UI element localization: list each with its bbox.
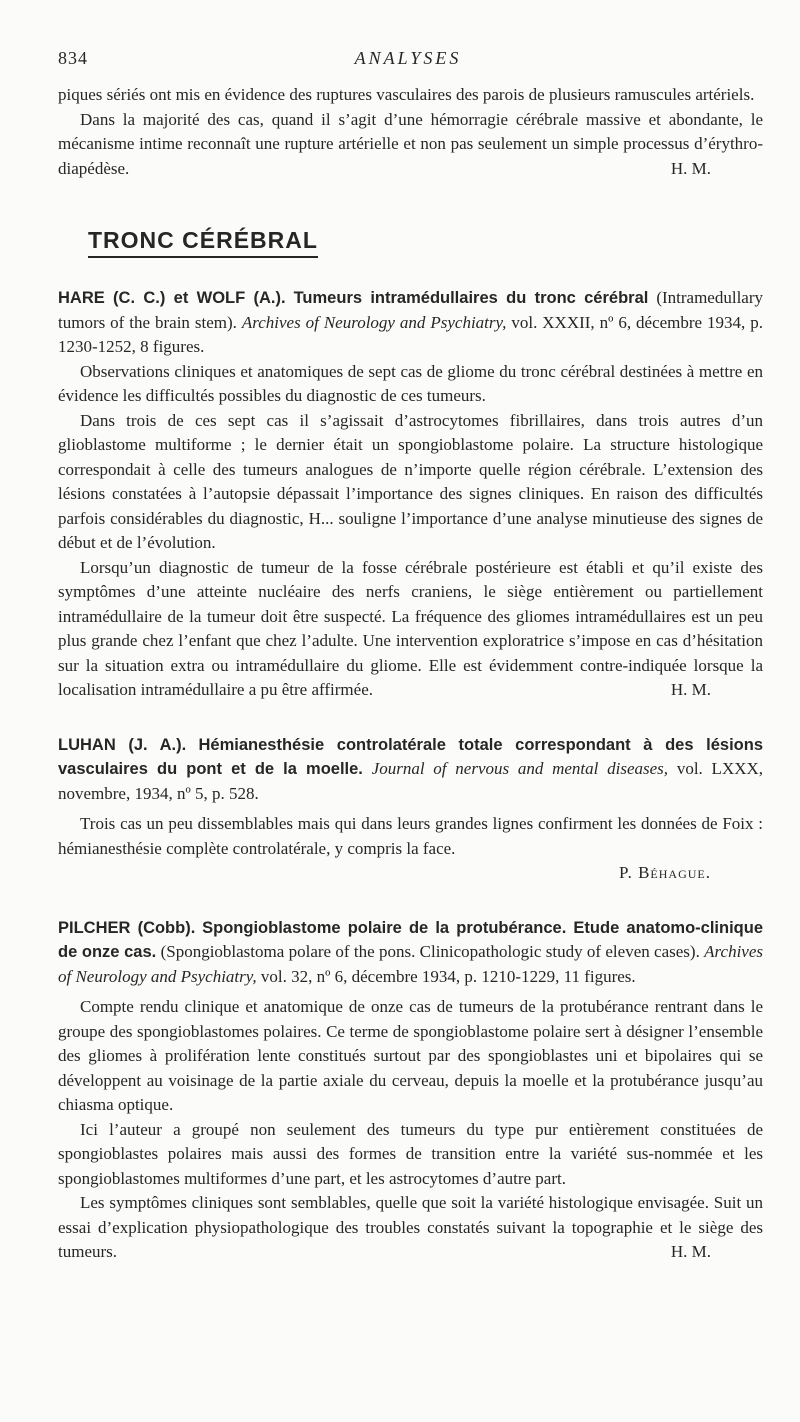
entry-reference (58, 916, 763, 990)
entry-ref-post: vol. XXXII, nº 6, décembre 1934, p. 1230-1252, 8 figures. (58, 312, 764, 356)
review-entry-pilcher (58, 916, 763, 1265)
entry-journal: Journal of nervous and mental diseases, (371, 759, 669, 778)
intro-paragraph-1: piques sériés ont mis en évidence des ruptures vasculaires des parois de plusieurs ramuscules artériels. (58, 85, 755, 104)
review-entry-hare-wolf (58, 286, 763, 703)
entry-ref-pre: (Spongioblastoma polare of the pons. Clinicopathologic study of eleven cases). (160, 942, 700, 961)
entry-paragraph: Observations cliniques et anatomiques de sept cas de gliome du tronc cérébral destinées à mettre en évidence les difficultés possibles du diagnostic de ces tumeurs. (58, 361, 763, 405)
entry-reference (58, 286, 763, 360)
entry-paragraph: Compte rendu clinique et anatomique de onze cas de tumeurs de la protubérance rentrant dans le groupe des spongioblastomes polaires. Ce terme de spongioblastome polaire sert à désigner l’ensemble des gliomes à prolifération lente constitués surtout par des spongioblastes uni et bipolaires qui se développent au voisinage de la partie axiale du cerveau, depuis la moelle et la protubérance jusqu’au chiasma optique. (58, 997, 763, 1114)
entry-reference (58, 733, 763, 807)
review-entry-luhan (58, 733, 763, 886)
intro-signature: H. M. (670, 158, 711, 178)
entry-title: Hémianesthésie controlatérale totale correspondant à des lésions vasculaires du pont et de la moelle. (58, 735, 763, 778)
entry-ref-pre: (Intramedullary tumors of the brain stem). (58, 288, 764, 332)
entry-authors: HARE (C. C.) et WOLF (A.). (58, 289, 286, 307)
entry-paragraph (58, 556, 763, 703)
entry-paragraph: Dans trois de ces sept cas il s’agissait d’astrocytomes fibrillaires, dans trois autres d’un glioblastome multiforme ; le dernier était un spongioblastome polaire. La structure histologique correspondait à celle des tumeurs analogues de n’importe quelle région cérébrale. L’extension des lésions constatées à l’autopsie dépassait l’importance des signes cliniques. En raison des difficultés parfois considérables du diagnostic, H... souligne l’importance d’une analyse minutieuse des signes de début et de l’évolution. (58, 410, 763, 552)
entry-journal: Archives of Neurology and Psychiatry, (58, 942, 764, 986)
entry-ref-post: vol. 32, nº 6, décembre 1934, p. 1210-1229, 11 figures. (260, 966, 636, 986)
entry-paragraph: Ici l’auteur a groupé non seulement des tumeurs du type pur entièrement constituées de spongioblastes polaires mais aussi des formes de transition entre la variété sus-nommée et les spongioblastomes multiformes d’une part, et les astrocytomes d’autre part. (58, 1119, 763, 1188)
entry-title: Spongioblastome polaire de la protubérance. Etude anatomo-clinique de onze cas. (58, 918, 764, 961)
entry-paragraph-text: Les symptômes cliniques sont semblables, quelle que soit la variété histologique envisagée. Suit un essai d’explication physiopathologique des troubles constatés suivant la topographie et le siège des tumeurs. (58, 1193, 763, 1261)
entry-authors: LUHAN (J. A.). (58, 735, 187, 754)
entry-authors: PILCHER (Cobb). (58, 918, 196, 937)
section-title: TRONC CÉRÉBRAL (88, 227, 318, 258)
article-body (58, 83, 763, 1265)
running-title: ANALYSES (354, 48, 462, 68)
entry-title: Tumeurs intramédullaires du tronc cérébral (293, 289, 649, 307)
entry-paragraph (58, 1191, 763, 1265)
entry-paragraph-text: Lorsqu’un diagnostic de tumeur de la fosse cérébrale postérieure est établi et qu’il existe des symptômes d’une atteinte nucléaire des nerfs craniens, le siège entièrement ou partiellement intramédullaire de la tumeur doit être suspecté. La fréquence des gliomes intramédullaires est un peu plus grande chez l’enfant que chez l’adulte. Une intervention exploratrice s’impose en cas d’hésitation sur la situation extra ou intramédullaire du gliome. Elle est évidemment contre-indiquée lorsque la localisation intramédullaire a pu être affirmée. (58, 557, 763, 699)
entry-ref-post: vol. LXXX, novembre, 1934, nº 5, p. 528. (58, 759, 764, 803)
entry-signature: H. M. (670, 1242, 711, 1261)
running-head (58, 48, 758, 72)
entry-signature: P. Béhague. (619, 863, 711, 882)
intro-paragraph-2 (58, 108, 763, 182)
page-number: 834 (58, 48, 88, 68)
intro-paragraph-2-text: Dans la majorité des cas, quand il s’agit d’une hémorragie cérébrale massive et abondante, le mécanisme intime reconnaît une rupture artérielle et non pas seulement un simple processus d’érythro-diapédèse. (58, 109, 763, 178)
entry-journal: Archives of Neurology and Psychiatry, (241, 312, 507, 332)
entry-paragraph: Trois cas un peu dissemblables mais qui dans leurs grandes lignes confirment les données de Foix : hémianesthésie complète controlatérale, y compris la face. (58, 814, 763, 858)
entry-signature: H. M. (670, 680, 711, 699)
